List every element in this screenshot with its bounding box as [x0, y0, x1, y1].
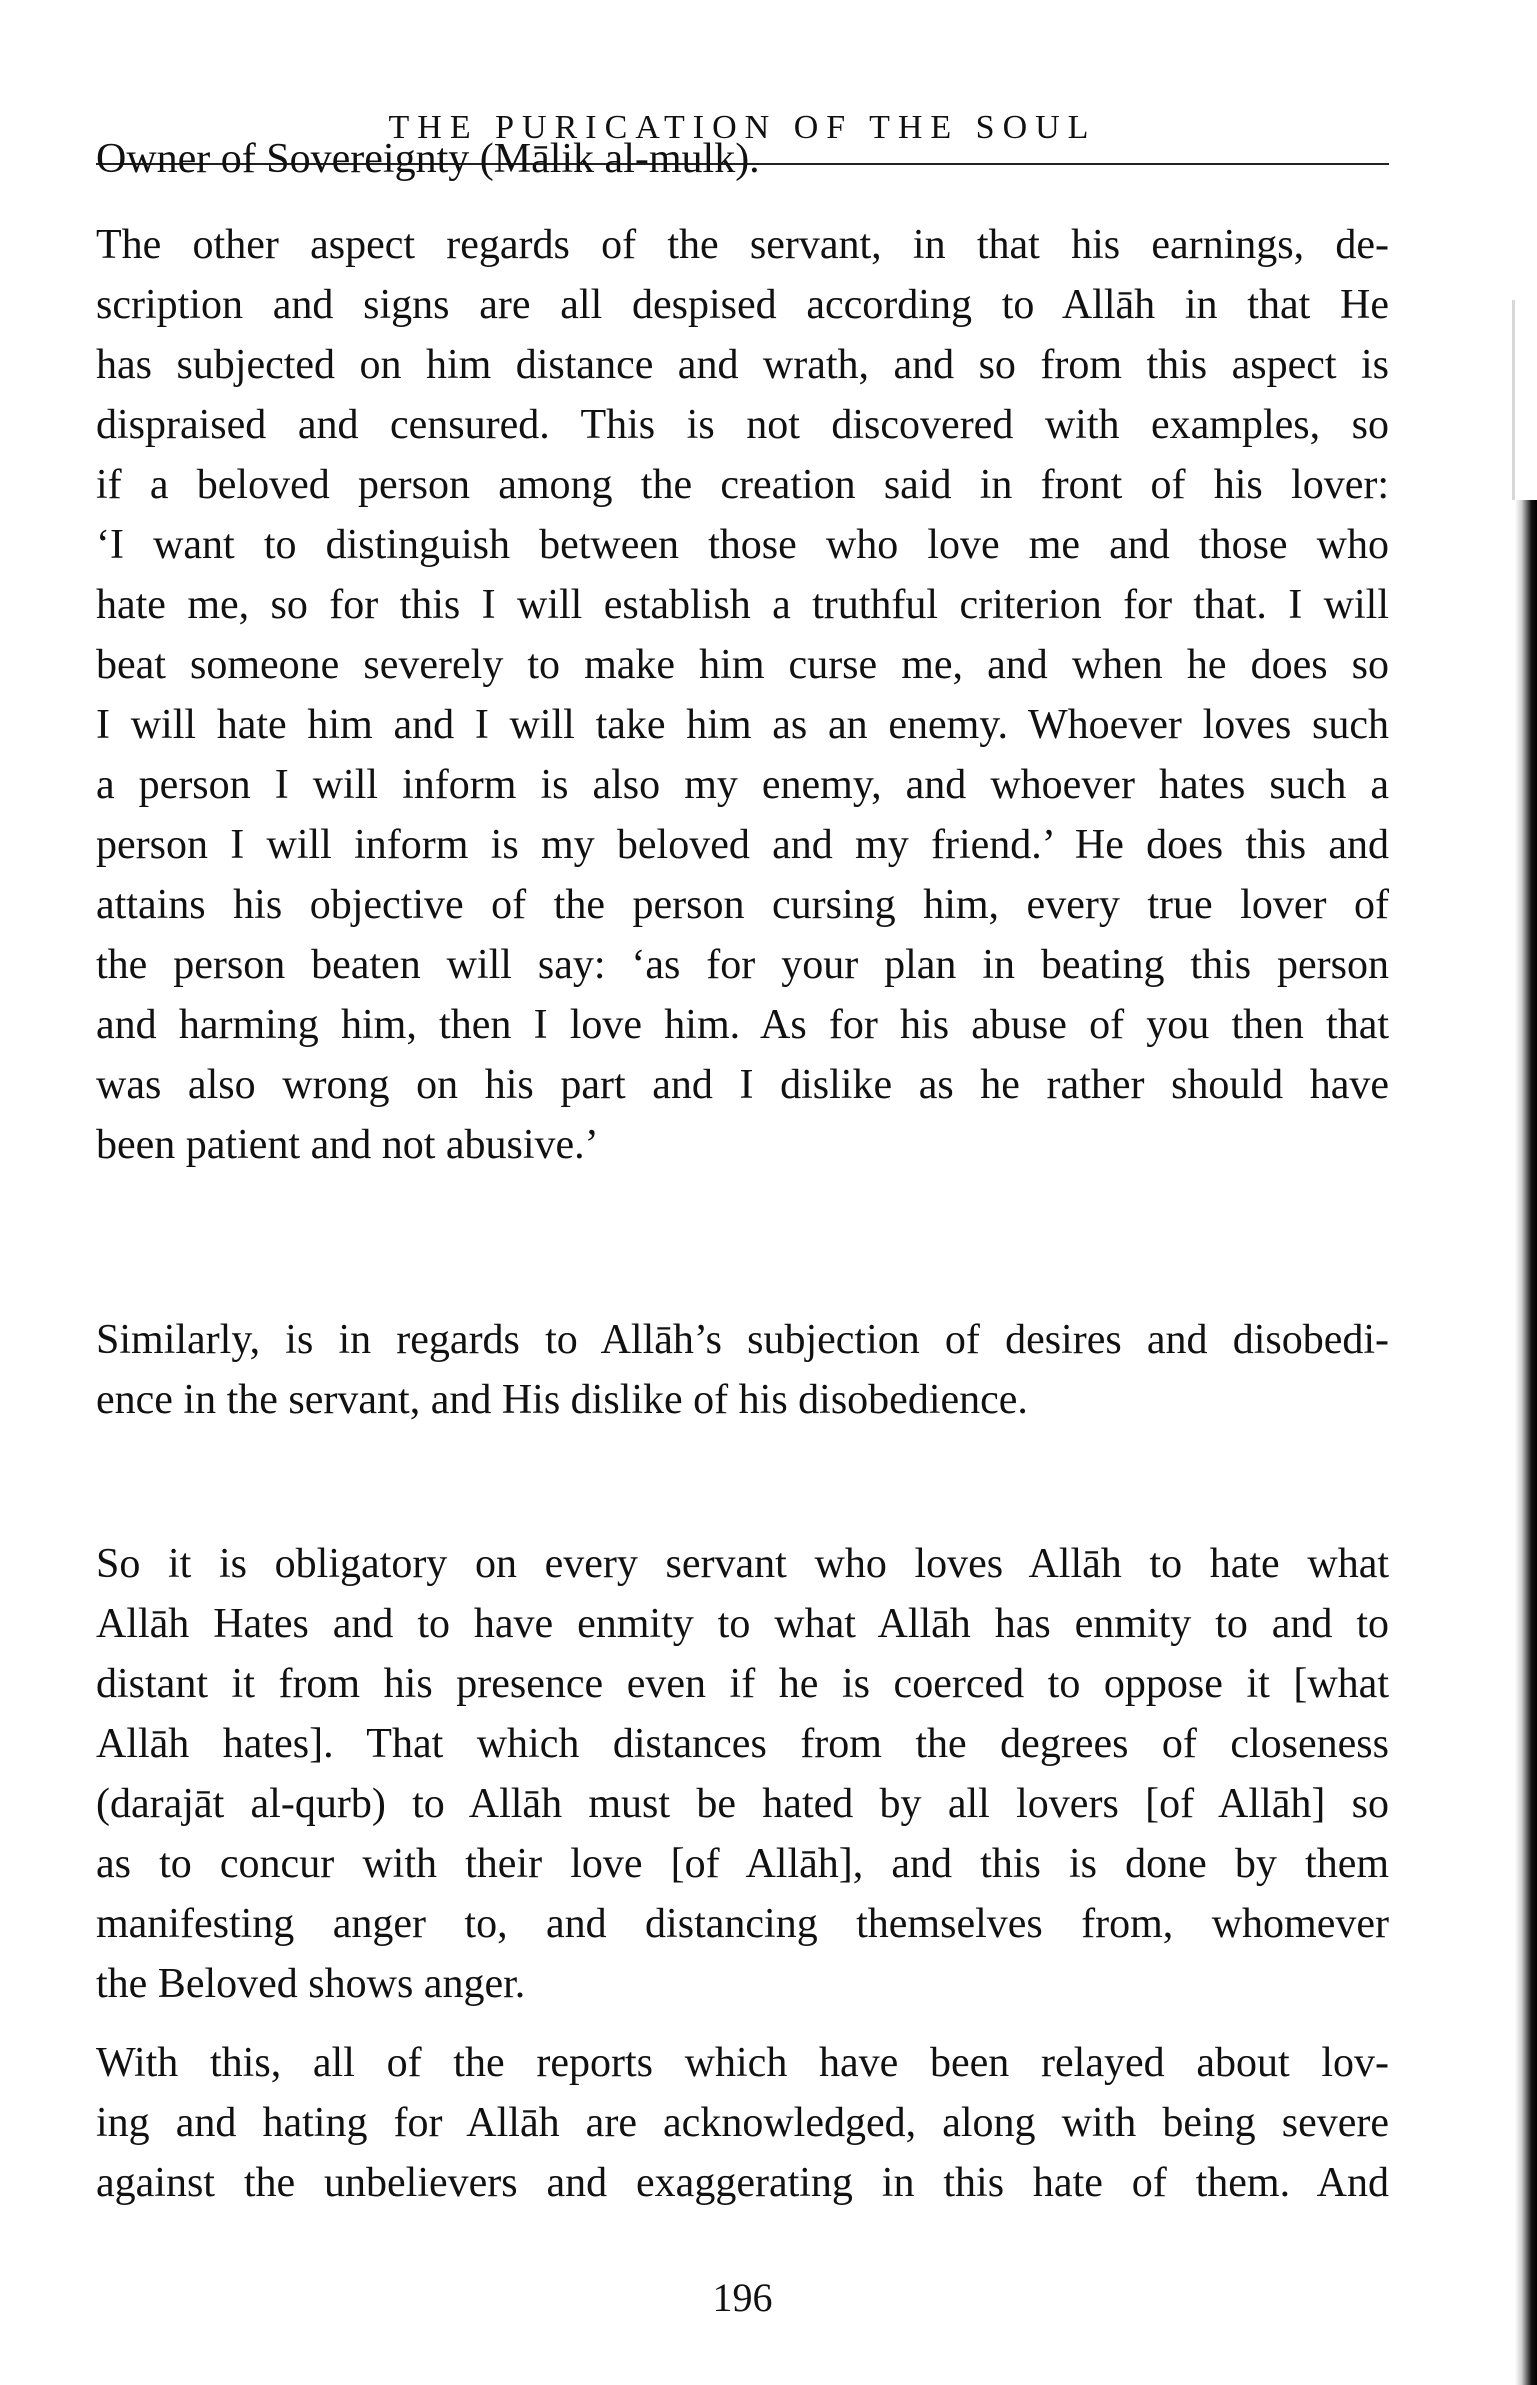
paragraph-line: and harming him, then I love him. As for his abuse of you then that	[96, 1002, 1389, 1048]
paragraph-line: The other aspect regards of the servant, in that his earnings, de-	[96, 222, 1389, 268]
paragraph-3	[96, 1310, 1389, 1430]
paragraph-line: ‘I want to distinguish between those who love me and those who	[96, 522, 1389, 568]
paragraph-line: was also wrong on his part and I dislike as he rather should have	[96, 1062, 1389, 1108]
paragraph-line: Similarly, is in regards to Allāh’s subjection of desires and disobedi-	[96, 1317, 1389, 1363]
paragraph-line: against the unbelievers and exaggerating in this hate of them. And	[96, 2160, 1389, 2206]
paragraph-line: if a beloved person among the creation said in front of his lover:	[96, 462, 1389, 508]
paragraph-line: scription and signs are all despised according to Allāh in that He	[96, 282, 1389, 328]
paragraph-1	[96, 128, 1389, 189]
paragraph-line: So it is obligatory on every servant who loves Allāh to hate what	[96, 1541, 1389, 1587]
paragraph-line: has subjected on him distance and wrath, and so from this aspect is	[96, 342, 1389, 388]
paragraph-line: With this, all of the reports which have been relayed about lov-	[96, 2040, 1389, 2086]
paragraph-line: attains his objective of the person cursing him, every true lover of	[96, 882, 1389, 928]
paragraph-line: beat someone severely to make him curse me, and when he does so	[96, 642, 1389, 688]
paragraph-line: as to concur with their love [of Allāh], and this is done by them	[96, 1841, 1389, 1887]
paragraph-line: (darajāt al-qurb) to Allāh must be hated by all lovers [of Allāh] so	[96, 1781, 1389, 1827]
paragraph-2	[96, 215, 1389, 1175]
running-header: THE PURICATION OF THE SOUL	[388, 109, 1097, 146]
paragraph-line: Owner of Sovereignty (Mālik al-mulk).	[96, 136, 760, 182]
paragraph-5	[96, 2033, 1389, 2213]
paragraph-line: manifesting anger to, and distancing themselves from, whomever	[96, 1901, 1389, 1947]
paragraph-line: a person I will inform is also my enemy, and whoever hates such a	[96, 762, 1389, 808]
paragraph-line: the Beloved shows anger.	[96, 1961, 526, 2007]
paragraph-line: been patient and not abusive.’	[96, 1122, 599, 1168]
scan-edge-shadow	[1512, 300, 1515, 500]
page-number: 196	[712, 2275, 773, 2320]
paragraph-line: the person beaten will say: ‘as for your plan in beating this person	[96, 942, 1389, 988]
paragraph-line: dispraised and censured. This is not discovered with examples, so	[96, 402, 1389, 448]
paragraph-4	[96, 1534, 1389, 2014]
paragraph-line: Allāh hates]. That which distances from the degrees of closeness	[96, 1721, 1389, 1767]
paragraph-line: person I will inform is my beloved and my friend.’ He does this and	[96, 822, 1389, 868]
paragraph-line: I will hate him and I will take him as an enemy. Whoever loves such	[96, 702, 1389, 748]
paragraph-line: ence in the servant, and His dislike of his disobedience.	[96, 1377, 1028, 1423]
paragraph-line: distant it from his presence even if he is coerced to oppose it [what	[96, 1661, 1389, 1707]
paragraph-line: Allāh Hates and to have enmity to what Allāh has enmity to and to	[96, 1601, 1389, 1647]
scan-edge-shadow	[1515, 500, 1537, 2385]
paragraph-line: hate me, so for this I will establish a truthful criterion for that. I will	[96, 582, 1389, 628]
paragraph-line: ing and hating for Allāh are acknowledged, along with being severe	[96, 2100, 1389, 2146]
